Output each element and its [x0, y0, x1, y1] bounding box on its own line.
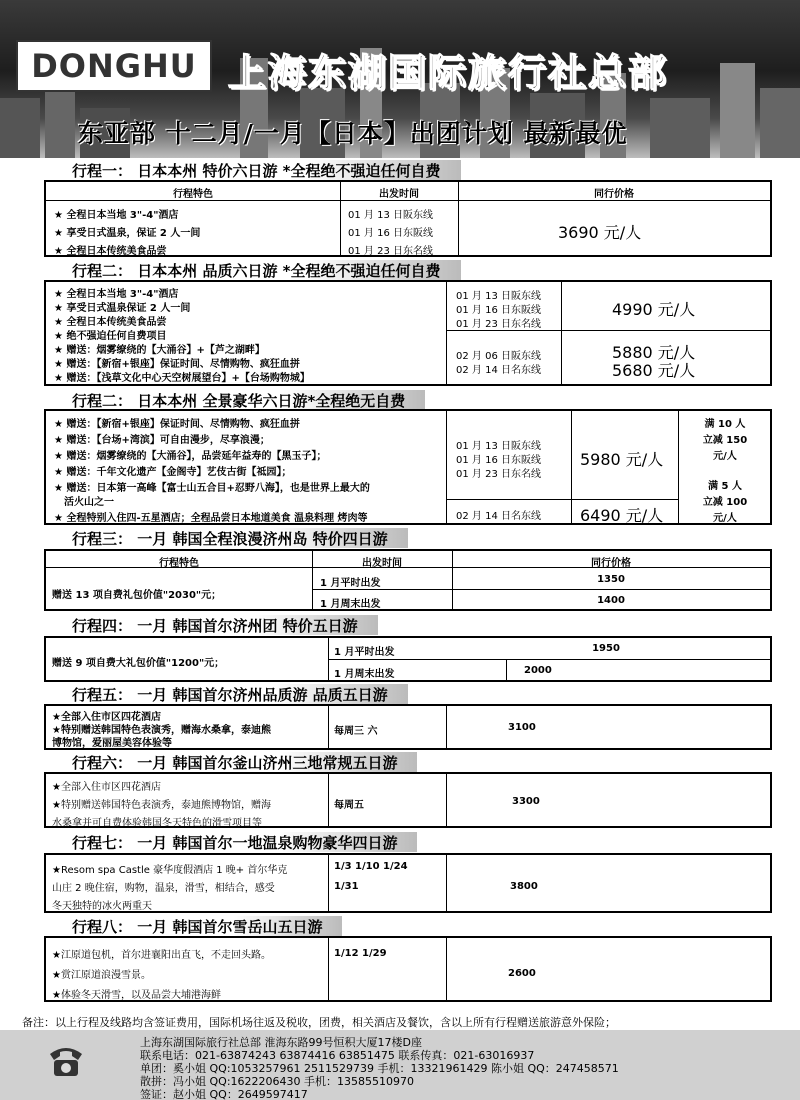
section-8-table	[44, 853, 772, 913]
feature-item: 赠送 13 项自费礼包价值"2030"元；	[52, 590, 222, 601]
feature-item: ★ 赠送：日本第一高峰【富士山五合目+忍野八海】，也是世界上最大的	[54, 483, 370, 494]
depart-date: 02 月 14 日名东线	[456, 511, 541, 522]
section-4-title: 行程三： 一月 韩国全程浪漫济州岛 特价四日游	[72, 528, 408, 548]
depart-date: 1 月周末出发	[334, 669, 395, 680]
section-9-table	[44, 936, 772, 1002]
price: 3300	[512, 796, 540, 807]
feature-item: 博物馆，爱丽屋美容体验等	[52, 738, 172, 749]
footer-note: 备注：以上行程及线路均含签证费用，国际机场往返及税收，团费，相关酒店及餐饮，含以上所有行程赠送旅游意外保险；	[22, 1016, 616, 1029]
discount-note: 立减 150	[702, 435, 748, 446]
feature-item: ★全部入住市区四花酒店	[52, 712, 161, 723]
depart-date: 1 月平时出发	[320, 578, 381, 589]
section-5-title: 行程四： 一月 韩国首尔济州团 特价五日游	[72, 615, 378, 635]
feature-item: 水桑拿并可自费体验韩国冬天特色的滑雪项目等	[52, 818, 262, 829]
depart-date: 1 月平时出发	[334, 647, 395, 658]
page-title: 东亚部 十二月/一月【日本】出团计划 最新最优	[78, 119, 628, 148]
feature-item: 冬天独特的冰火两重天	[52, 901, 152, 912]
price: 5680 元/人	[612, 361, 696, 380]
price: 1350	[597, 574, 625, 585]
header-banner	[0, 0, 800, 158]
section-5-table	[44, 636, 772, 682]
header-depart: 出发时间	[379, 189, 419, 200]
contact-address: 上海东湖国际旅行社总部 淮海东路99号恒积大厦17楼D座	[140, 1036, 422, 1049]
depart-date: 1/31	[334, 881, 359, 892]
logo-text: DONGHU	[31, 47, 197, 85]
section-1-title: 行程一： 日本本州 特价六日游 *全程绝不强迫任何自费	[72, 160, 461, 180]
feature-item: ★ 全程日本当地 3"-4"酒店	[54, 289, 179, 300]
feature-item: ★全部入住市区四花酒店	[52, 782, 161, 793]
depart-date: 1/3 1/10 1/24	[334, 861, 408, 872]
feature-item: 活火山之一	[64, 497, 114, 508]
depart-date: 01 月 13 日阪东线	[348, 210, 433, 221]
price: 1950	[592, 643, 620, 654]
feature-item: 赠送 9 项自费大礼包价值"1200"元；	[52, 658, 225, 669]
feature-item: ★ 赠送：【新宿+银座】保证时间、尽情购物、疯狂血拼	[54, 419, 300, 430]
depart-date: 01 月 23 日东名线	[456, 319, 541, 330]
contact-individual: 散拼：冯小姐 QQ:1622206430 手机：13585510970	[140, 1075, 414, 1088]
feature-item: ★ 全程日本传统美食品尝	[54, 317, 167, 328]
feature-item: ★ 赠送：烟雾缭绕的【大涌谷】+【芦之湖畔】	[54, 345, 265, 356]
price: 3690 元/人	[558, 223, 642, 242]
feature-item: ★赏江原道浪漫雪景。	[52, 970, 151, 981]
depart-date: 01 月 16 日东阪线	[456, 455, 541, 466]
discount-note: 满 5 人	[708, 481, 742, 492]
feature-item: ★ 赠送：【新宿+银座】保证时间、尽情购物、疯狂血拼	[54, 359, 300, 370]
depart-date: 01 月 13 日阪东线	[456, 441, 541, 452]
depart-date: 01 月 16 日东阪线	[456, 305, 541, 316]
feature-item: ★特别赠送韩国特色表演秀，赠海水桑拿，泰迪熊	[52, 725, 271, 736]
contact-visa: 签证：赵小姐 QQ：2649597417	[140, 1088, 308, 1100]
feature-item: ★特别赠送韩国特色表演秀，泰迪熊博物馆，赠海	[52, 800, 271, 811]
depart-date: 1 月周末出发	[320, 599, 381, 610]
discount-note: 满 10 人	[704, 419, 746, 430]
header-feature: 行程特色	[159, 558, 199, 569]
price: 6490 元/人	[580, 506, 664, 525]
feature-item: ★ 享受日式温泉保证 2 人一间	[54, 303, 191, 314]
discount-note: 立减 100	[702, 497, 748, 508]
section-4-table	[44, 549, 772, 611]
feature-item: ★ 赠送：烟雾缭绕的【大涌谷】，品尝延年益寿的【黑玉子】；	[54, 451, 327, 462]
header-price: 同行价格	[594, 189, 634, 200]
price: 3100	[508, 722, 536, 733]
price: 2600	[508, 968, 536, 979]
section-8-title: 行程七： 一月 韩国首尔一地温泉购物豪华四日游	[72, 832, 417, 852]
feature-item: ★ 全程日本当地 3"-4"酒店	[54, 210, 179, 221]
depart-date: 1/12 1/29	[334, 948, 387, 959]
section-3-table	[44, 409, 772, 525]
company-name: 上海东湖国际旅行社总部	[228, 51, 669, 95]
section-9-title: 行程八： 一月 韩国首尔雪岳山五日游	[72, 916, 342, 936]
section-1-table	[44, 180, 772, 257]
feature-item: ★ 赠送：【浅草文化中心天空树展望台】+【台场购物城】	[54, 373, 310, 384]
depart-date: 02 月 06 日阪东线	[456, 351, 541, 362]
section-2-title: 行程二： 日本本州 品质六日游 *全程绝不强迫任何自费	[72, 260, 461, 280]
section-6-title: 行程五： 一月 韩国首尔济州品质游 品质五日游	[72, 684, 408, 704]
feature-item: ★ 绝不强迫任何自费项目	[54, 331, 167, 342]
section-6-table	[44, 704, 772, 750]
depart-date: 01 月 23 日东名线	[348, 246, 433, 257]
header-price: 同行价格	[591, 558, 631, 569]
feature-item: ★体验冬天滑雪，以及品尝大埔港海鲜	[52, 990, 221, 1001]
discount-note: 元/人	[713, 451, 737, 462]
price: 2000	[524, 665, 552, 676]
feature-item: ★ 赠送：【台场+湾滨】可自由漫步，尽享浪漫；	[54, 435, 270, 446]
price: 3800	[510, 881, 538, 892]
depart-date: 每周五	[334, 800, 364, 811]
price: 5880 元/人	[612, 343, 696, 362]
depart-date: 02 月 14 日名东线	[456, 365, 541, 376]
feature-item: ★江原道包机，首尔进襄阳出直飞，不走回头路。	[52, 950, 271, 961]
depart-date: 每周三 六	[334, 726, 378, 737]
section-7-title: 行程六： 一月 韩国首尔釜山济州三地常规五日游	[72, 752, 417, 772]
feature-item: 山庄 2 晚住宿，购物，温泉，滑雪，相结合，感受	[52, 883, 275, 894]
section-3-title: 行程二： 日本本州 全景豪华六日游*全程绝无自费	[72, 390, 425, 410]
price: 4990 元/人	[612, 300, 696, 319]
depart-date: 01 月 23 日东名线	[456, 469, 541, 480]
section-7-table	[44, 772, 772, 828]
header-feature: 行程特色	[173, 189, 213, 200]
feature-item: ★ 赠送：千年文化遗产【金阁寺】艺伎古街【祗园】；	[54, 467, 292, 478]
depart-date: 01 月 13 日阪东线	[456, 291, 541, 302]
contact-group: 单团：奚小姐 QQ:1053257961 2511529739 手机：13321961429 陈小姐 QQ：247458571	[140, 1062, 619, 1075]
feature-item: ★ 全程特别入住四-五星酒店；全程品尝日本地道美食 温泉料理 烤肉等	[54, 513, 368, 524]
contact-phone: 联系电话：021-63874243 63874416 63851475 联系传真：021-63016937	[140, 1049, 535, 1062]
price: 5980 元/人	[580, 450, 664, 469]
price: 1400	[597, 595, 625, 606]
discount-note: 元/人	[713, 513, 737, 524]
feature-item: ★ 全程日本传统美食品尝	[54, 246, 167, 257]
section-2-table	[44, 280, 772, 386]
feature-item: ★Resom spa Castle 豪华度假酒店 1 晚+ 首尔华克	[52, 865, 288, 876]
header-depart: 出发时间	[362, 558, 402, 569]
depart-date: 01 月 16 日东阪线	[348, 228, 433, 239]
feature-item: ★ 享受日式温泉，保证 2 人一间	[54, 228, 201, 239]
telephone-icon	[46, 1040, 86, 1080]
donghu-logo	[16, 40, 212, 92]
